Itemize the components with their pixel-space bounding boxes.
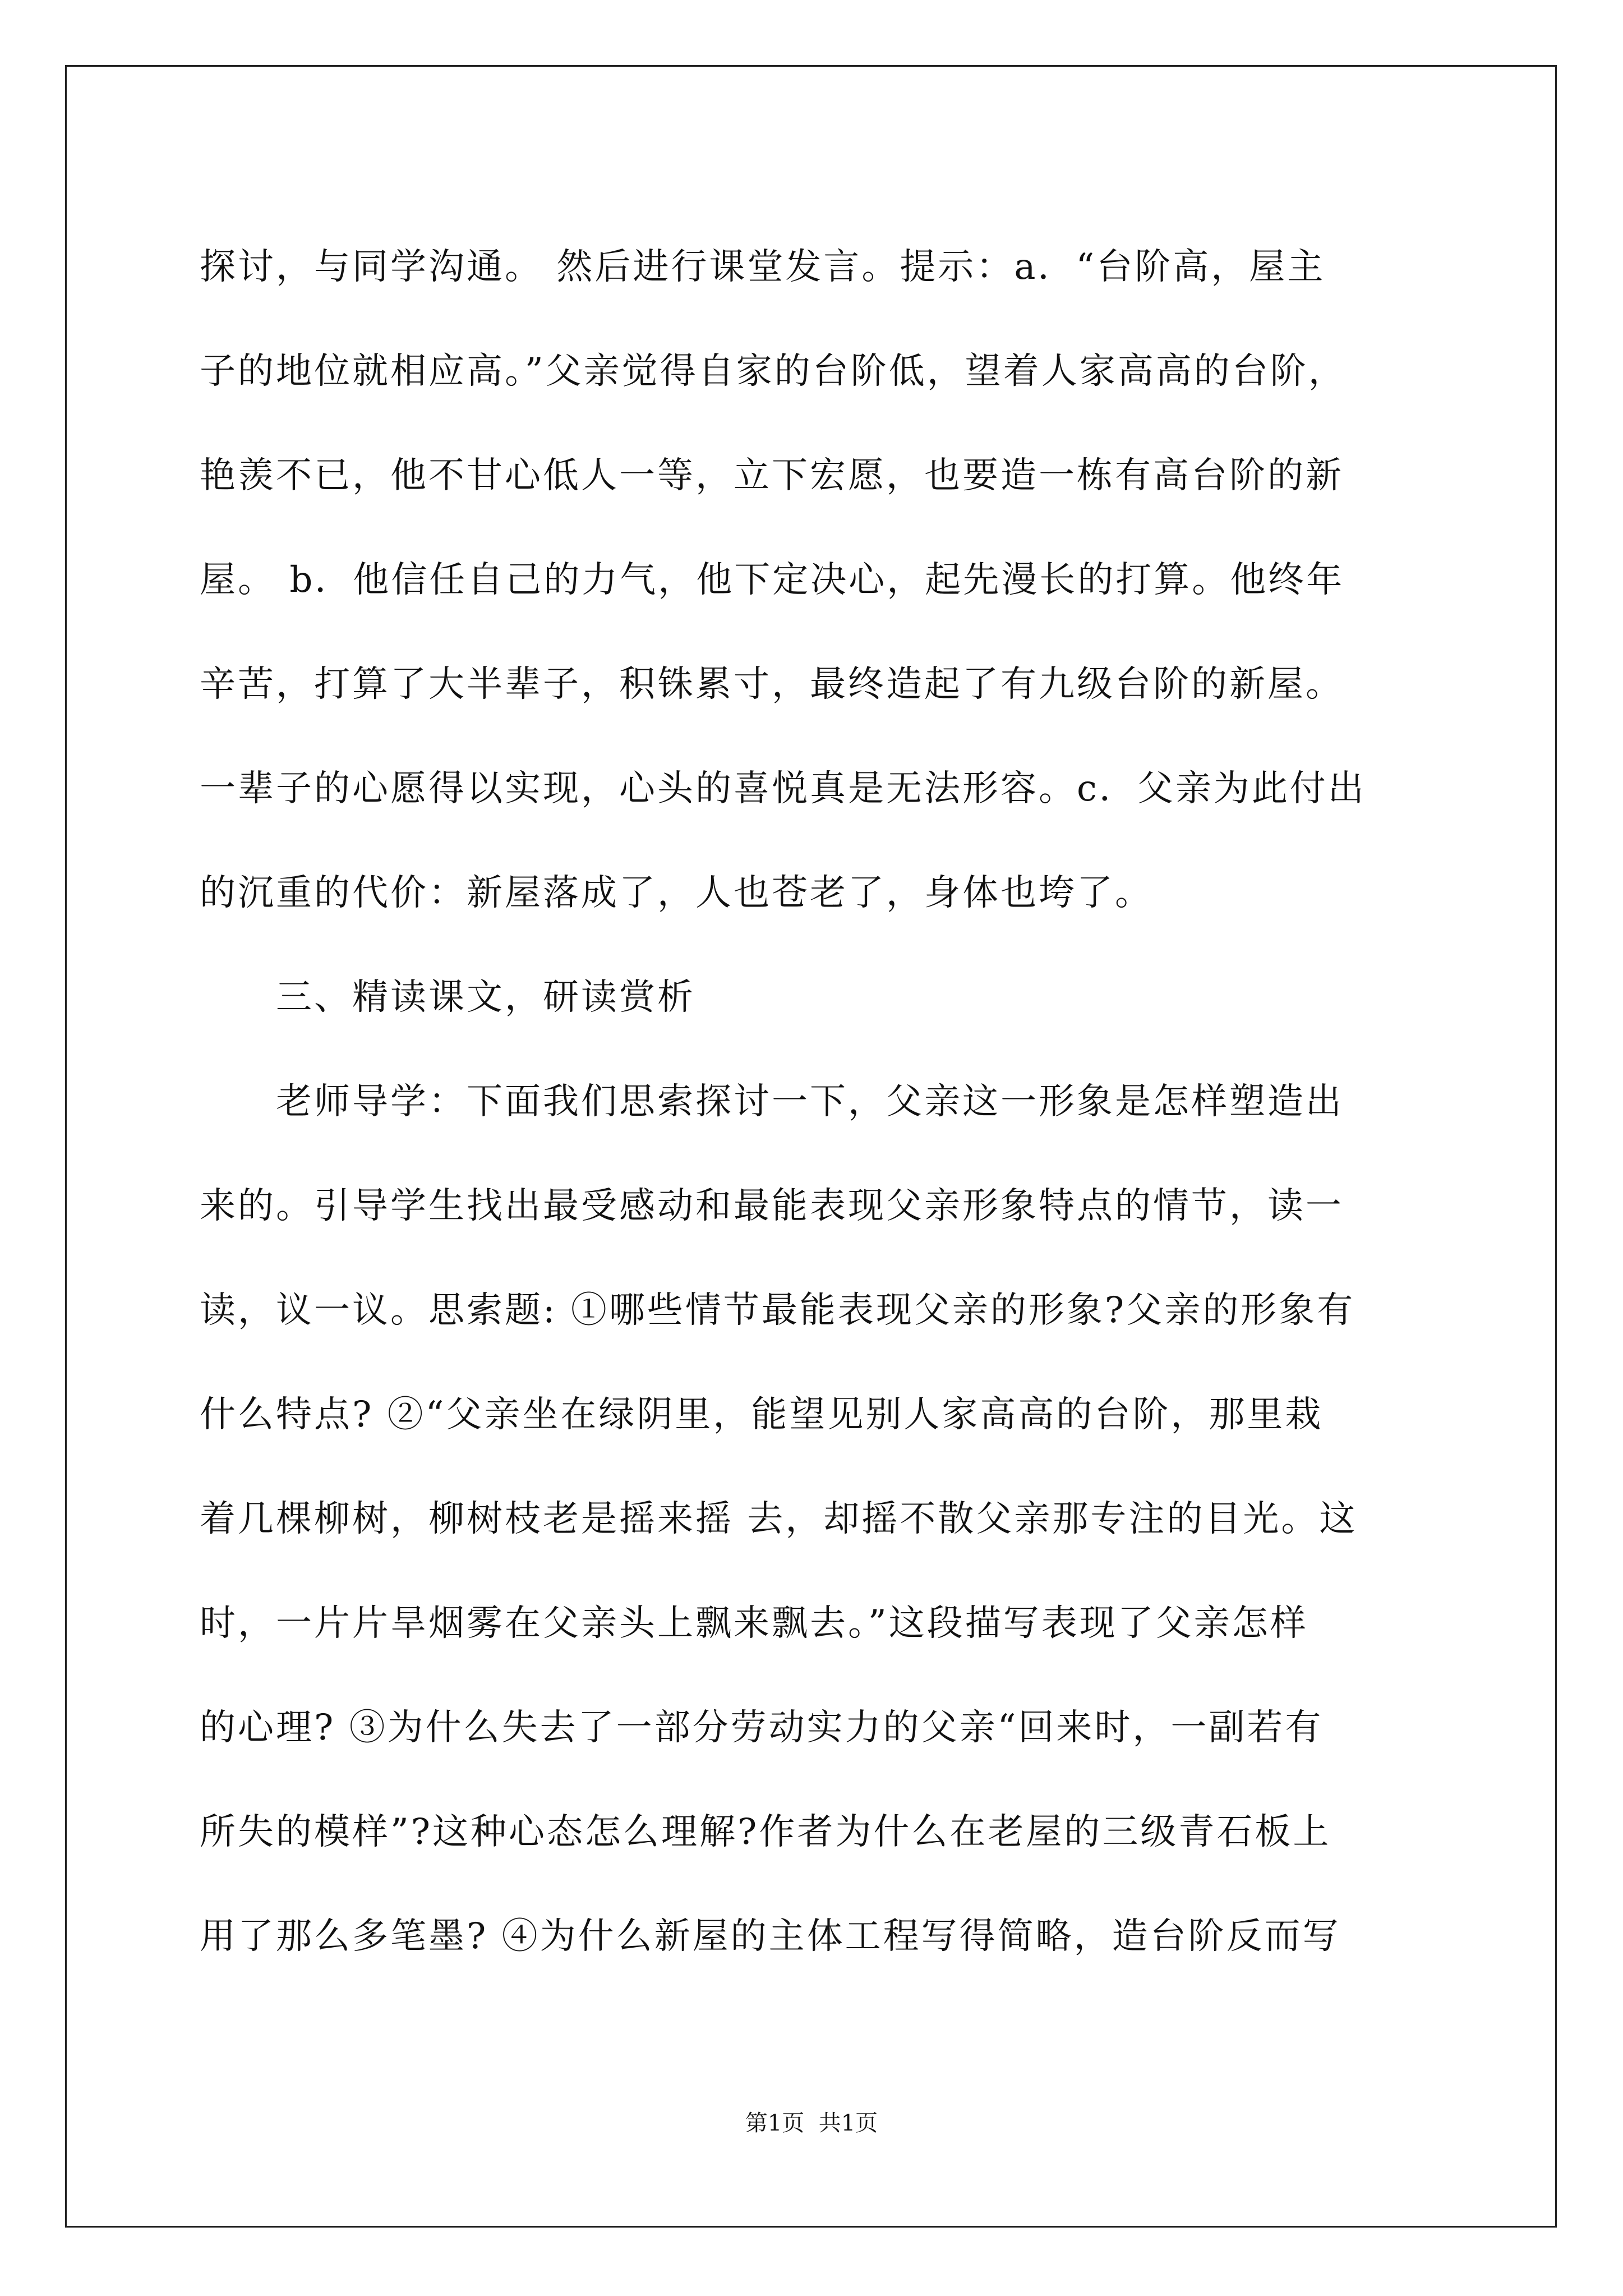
text-line: 来的。引导学生找出最受感动和最能表现父亲形象特点的情节，读一 bbox=[200, 1185, 1344, 1227]
text-line: 探讨，与同学沟通。 然后进行课堂发言。提示：a．“台阶高，屋主 bbox=[200, 246, 1326, 288]
text-line: 子的地位就相应高。”父亲觉得自家的台阶低，望着人家高高的台阶， bbox=[200, 351, 1347, 392]
section-heading: 三、精读课文，研读赏析 bbox=[200, 977, 695, 1018]
text-line: 读，议一议。思索题: ①哪些情节最能表现父亲的形象?父亲的形象有 bbox=[200, 1290, 1355, 1331]
text-line: 辛苦，打算了大半辈子，积铢累寸，最终造起了有九级台阶的新屋。 bbox=[200, 664, 1344, 705]
page-number-footer: 第1页 共1页 bbox=[745, 2110, 878, 2136]
text-line: 的心理? ③为什么失去了一部分劳动实力的父亲“回来时，一副若有 bbox=[200, 1707, 1324, 1749]
text-line: 所失的模样”?这种心态怎么理解?作者为什么在老屋的三级青石板上 bbox=[200, 1811, 1331, 1853]
text-line: 用了那么多笔墨? ④为什么新屋的主体工程写得简略，造台阶反而写 bbox=[200, 1916, 1341, 1957]
document-body bbox=[200, 215, 1433, 1989]
text-line: 老师导学：下面我们思索探讨一下，父亲这一形象是怎样塑造出 bbox=[200, 1081, 1344, 1122]
text-line: 什么特点? ②“父亲坐在绿阴里，能望见别人家高高的台阶，那里栽 bbox=[200, 1394, 1324, 1435]
text-line: 着几棵柳树，柳树枝老是摇来摇 去，却摇不散父亲那专注的目光。这 bbox=[200, 1498, 1358, 1540]
text-line: 艳羡不已，他不甘心低人一等，立下宏愿，也要造一栋有高台阶的新 bbox=[200, 455, 1344, 496]
text-line: 屋。 b．他信任自己的力气，他下定决心，起先漫长的打算。他终年 bbox=[200, 559, 1345, 601]
text-line: 时，一片片旱烟雾在父亲头上飘来飘去。”这段描写表现了父亲怎样 bbox=[200, 1603, 1308, 1644]
text-line: 一辈子的心愿得以实现，心头的喜悦真是无法形容。c．父亲为此付出 bbox=[200, 768, 1366, 809]
text-line: 的沉重的代价：新屋落成了，人也苍老了，身体也垮了。 bbox=[200, 872, 1153, 914]
